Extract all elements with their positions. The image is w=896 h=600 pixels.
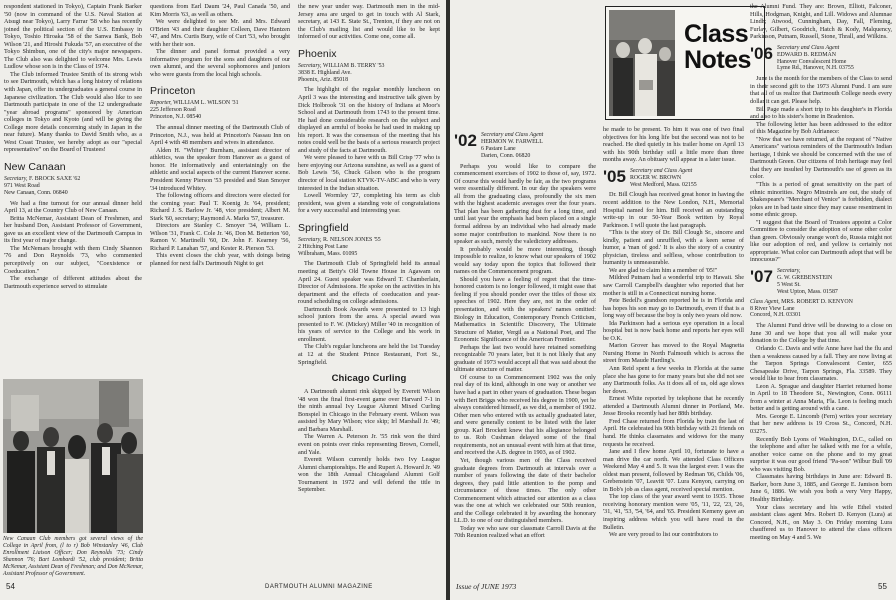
- princeton-paragraph-1: The annual dinner meeting of the Dartmouth Club of Princeton, N.J., was held at Princeton's Nassau Inn on April 4 with 48 members and wives in attendance.: [150, 124, 290, 147]
- phoenix-paragraph-2: We were pleased to have with us Bill Crisp '77 who is here enjoying our Arizona sunshine, as well as a guest of Bob Lewis '56, Chuck Gilson who is the program director of local station KTVK-TV-ABC and who is very interested in the Indian situation.: [298, 154, 440, 192]
- class-07-agent-name: G. W. GREBENSTEIN: [776, 274, 833, 281]
- class-06-paragraph-2: Bill Page made a short trip to his daughter's in Florida and also to his sister's home in Bradenton.: [750, 105, 892, 121]
- springfield-paragraph-3: The Club's regular luncheons are held the 1st Tuesday at 12 at the Student Prince Restaurant, Fort St., Springfield.: [298, 343, 440, 366]
- springfield-title: Springfield: [298, 221, 349, 234]
- princeton-title: Princeton: [150, 85, 196, 98]
- class-07-paragraph-6: Classmates having birthdays in June are: Edward B. Barker, born June 3, 1885, and George E. Jamison born June 6, 1886. We wish you both a very Very Happy, Healthy Birthday.: [750, 473, 892, 503]
- phoenix-paragraph-1: The highlight of the regular monthly luncheon on April 3 was the interesting and instructive talk given by Dick Holbrook '31 on the history of Indians at Moor's School and at Dartmouth from 1743 to the present time. He had done considerable research on the subject and displayed an armful of books he had used in making up his report. It was the consensus of the meeting that his notes could well be the basis of a serious research project and study of the facts at Dartmouth.: [298, 86, 440, 154]
- class-07-address2-1: 8 River View Lane: [750, 305, 795, 312]
- class-notes-title: [684, 21, 751, 73]
- princeton-cont: the new year under way. Dartmouth men in the mid-Jersey area are urged to get in touch with Al Stark, secretary, at 143 E. State St., Trenton, if they are not on the Club's mailing list and would like to be kept informed of our activities. Come one, come all.: [298, 3, 440, 41]
- princeton-paragraph-4: Directors are Stanley C. Smoyer '34, William L. Wilson '31, Frank C. Cole Jr. '46, Don M. Betterton '60, Ramon V. Martinelli '60, Dr. John F. Kearney '56, Richard P. Lanahan '57, and Kester R. Pierson '53.: [150, 222, 290, 252]
- new-canaan-title: New Canaan: [4, 160, 66, 173]
- right-column-3: [750, 3, 892, 575]
- new-canaan-secretary: [4, 176, 142, 197]
- class-05-address-1: West Medford, Mass. 02155: [629, 181, 697, 188]
- class-07-agent-role: Secretary,: [776, 268, 801, 275]
- class-02-paragraph-2: It probably would be more interesting, though impossible to realize, to know what our speakers of 1902 would say today upon the topics that followed their names on the Commencement program.: [454, 245, 596, 276]
- princeton-role: Reporter,: [150, 100, 172, 107]
- class-02-agent-role: Secretary and Class Agent: [480, 132, 544, 138]
- class-05-paragraph-3: We are glad to claim him a member of '05!": [609, 266, 718, 274]
- left-column-3: [298, 3, 440, 578]
- class-05-paragraph-6: Ida Parkinson had a serious eye operation in a local hospital but is now back home and reports her eyes will be O.K.: [603, 319, 744, 342]
- class-02-paragraph-1: Perhaps you would like to compare the commencement exercises of 1902 to those of, say, 1972. Of course this would hardly be fair, as the two programs were essentially different. In our day the speakers were all from the graduating class, profoundly the six men with the highest academic averages over the four years. That plan has been gathering dust for a long time, and until last year the emphasis had been placed on a single formal address by an individual who had already made some major contribution to mankind. Now there is no speaker as such, merely the valedictory addresses.: [454, 162, 596, 246]
- class-07-paragraph-4: Mrs. George E. Lincomb (Fern) writes your secretary that her new address is 19 Cross St., Concord, N.H. 03275.: [750, 412, 892, 436]
- chicago-paragraph-1: A Dartmouth alumni rink skipped by Everett Wilson '48 won the final first-event game over Harvard 7-1 in the ninth annual Ivy League Alumni Mixed Curling Bonspiel in Chicago in the February event. Wilson was assisted by Mary Wilson; vice skip; Irl Marshall Jr. '49; and Barbara Marshall.: [298, 388, 440, 433]
- princeton-paragraph-2: Alden H. "Whitey" Burnham, assistant director of athletics, was the speaker from Hanover as a guest of honor. He informatively and entertainingly on the athletic and social aspects of the current Hanover scene. President Kenny Pierson '53 presided and Stan Smoyer '34 introduced Whitey.: [150, 146, 290, 192]
- class-07-agent2: [750, 299, 892, 320]
- right-page-number: 55: [878, 582, 887, 591]
- springfield-secretary: [298, 237, 440, 258]
- springfield-address-1: 2 Hitching Post Lane: [298, 243, 348, 250]
- class-06-paragraph-6: "I suggest that the Board of Trustees appoint a Color Committee to consider the adoption of some other color than green. Obviously orange won't do, Russia might not like our adoption of red, and yellow is certainly not appropriate. What color can Dartmouth adopt that will be innocuous?": [750, 218, 892, 264]
- class-05-paragraph-9: Ernest White reported by telephone that he recently attended a Dartmouth Alumni dinner in Portland, Me. Jesse Brooks recently had her 88th birthday.: [603, 395, 744, 418]
- class-07-address-1: 5 West St.: [776, 281, 801, 288]
- class-05-paragraph-2: "This is the story of Dr. Bill Clough Sr., sincere and kindly, patient and unruffled, with a keen sense of humor, a 'man of god.' It is also the story of a country physician, tireless and selfless, whose contribution to humanity is unmeasurable.: [603, 229, 744, 267]
- class-07-paragraph-7: Your class secretary and his wife Ethel visited assistant class agent Mrs. Robert D. Kenyon (Lura) at Concord, N.H., on May 3. On Friday morning Lura chauffered us to Hanover to attend the class officers meeting on May 4 and 5. We: [750, 503, 892, 541]
- class-06-year: '06: [750, 44, 773, 63]
- new-canaan-role: Secretary,: [4, 175, 28, 182]
- phoenix-title: Phoenix: [298, 47, 337, 60]
- class-05-paragraph-13: We are very proud to list our contributors to: [609, 531, 718, 539]
- class-02-year: '02: [454, 132, 477, 150]
- photo-caption: New Canaan Club members got several views of the College in April from, (l to r) Bob Winstanley '46, Club Enrollment Liaison Officer; Don Reynolds '73; Cindy Shannon '76; Bart Lombardi '52, club president; Britta McNemar, Assistant Dean of Freshman; and Don McNemar, Assistant Professor of Government.: [3, 536, 143, 577]
- class-06-agent-role: Secretary and Class Agent: [776, 44, 840, 51]
- class-06-address-1: Hanover Convalescent Home: [776, 58, 847, 65]
- new-canaan-cont-2: We were delighted to see Mr. and Mrs. Edward O'Brien '43 and their daughter Colleen, Dave Hantzen '47, and Mrs. Curtis Bury, wife of Curt '53, who brought with her their son.: [150, 18, 290, 48]
- class-05-paragraph-10: Fred Chase returned from Florida by train the last of April. He celebrated his 90th birthday with 21 friends on hand. He thinks classmates and widows for the many requests he received.: [603, 417, 744, 448]
- class-02-paragraph-5: Of course to us Commencement 1902 was the only real day of its kind, although in one way or another we have had a part in other years of graduation. These began with Bert Briggs who received his degree in 1900, yet he always considered himself, as we did, a member of 1902. Other men who entered with us actually graduated later, and were generally content to be listed with the later group. Karl Brockett knew that his allegiance belonged to us. Rob Cushman delayed some of the final requirements, not an unusual event with him at that time, and received the A.B. degree in 1903, as of 1902.: [454, 373, 596, 457]
- class-notes-photo: [609, 10, 675, 116]
- class-notes-header: [605, 6, 765, 120]
- tokyo-paragraph-2: The Club informed Trustee Smith of its strong wish to see Dartmouth, which has a long history of relations with Japan, offer its undergraduates a general course in Japanese civilization. The Club would also like to see Dartmouth participate in one of the 12 undergraduate "year abroad programs" sponsored by American colleges in Tokyo and Kyoto (and will be giving the College more details concerning study in Japan in the near future). Many thanks to David Smith who, as a West Coast Trustee, we hereby adopt as our "special representative" on the Board of Trustees!: [4, 70, 142, 154]
- class-06-address-2: Lyme Rd., Hanover, N.H. 03755: [776, 65, 854, 72]
- class-07-agent2-role: Class Agent,: [750, 298, 780, 305]
- class-07-paragraph-5: Recently Bob Lyons of Washington, D.C., called on the telephone and after he talked with me for a while, another voice came on the phone and to my great surprise it was our good friend "Pa-son" Wilbur Bull '09 who was visiting Bob.: [750, 435, 892, 473]
- new-canaan-cont-3: The dinner and panel format provided a very informative program for the sons and daughters of our own alumni, and the several sophomores and juniors who were guests from the local high schools.: [150, 48, 290, 78]
- left-page-number: 54: [6, 582, 15, 591]
- princeton-reporter-name: WILLIAM L. WILSON '31: [173, 100, 239, 107]
- class-02-continued: he made to be present. To him it was one of two final objectives for his long life but the second was not to be reached. He died quietly in his trailer home on April 13 with his 90th birthday still a little more than three months away. An obituary will appear in a later issue.: [603, 126, 744, 164]
- class-05-paragraph-4: Mildred Putnam had a wonderful trip to Hawaii. She saw Carroll Campbell's daughter who reported that her mother is still in a Connecticut nursing home.: [603, 274, 744, 297]
- class-06-header: [750, 45, 892, 73]
- class-05-paragraph-8: Ann Reid spent a few weeks in Florida at the same place she has gone to for many years but she did not see any Dartmouth folks. As it does all of us, old age slows her down.: [603, 365, 744, 395]
- princeton-paragraph-3: The following officers and directors were elected for the coming year: Paul T. Koenig Jr. '64, president; Richard J. S. Barlow Jr. '48, vice president; Albert M. Stark '60, secretary; Raymond A. Marks '57, treasurer.: [150, 192, 290, 222]
- class-notes-title-line1: Class: [684, 20, 749, 48]
- princeton-address-1: 225 Jefferson Road: [150, 107, 196, 114]
- tokyo-paragraph-1: respondent stationed in Tokyo), Captain Frank Barker '50 (now in command of the U.S. Naval Station at Atsugi near Tokyo), Larry Farrar '58 who has recently joined the political section of the U.S. Embassy in Tokyo, Toshio Hiroaka '58 of the Sanwa Bank, Bob Wilson '21, and Hiroshi Fukuda '57, an executive of the Tokyo Shimbun, one of the city's major newspapers. The Club also was delighted to welcome Mrs. Lewis Ludlow whose son is in the Class of 1974.: [4, 3, 142, 71]
- new-canaan-paragraph-3: The McNemars brought with them Cindy Shannon '76 and Don Reynolds '73, who commented perceptively on our subject, "Coexistence or Coeducation.": [4, 244, 142, 275]
- class-06-agent-name: EDWARD B. REDMAN: [776, 51, 837, 58]
- springfield-paragraph-1: The Dartmouth Club of Springfield held its annual meeting at Betty's Old Towne House in Agawam on April 24. Guest speaker was Edward T. Chamberlain, Director of Admissions. He spoke on the activities in his department and the effects of coeducation and year-round scheduling on college admissions.: [298, 260, 440, 306]
- reunion-photo-illustration: [609, 10, 675, 116]
- class-07-paragraph-1: The Alumni Fund drive will be drawing to a close on June 30 and we hope that you all will make your donation to the College by that time.: [750, 322, 892, 345]
- class-07-address-2: West Upton, Mass. 01587: [776, 288, 838, 295]
- class-05-header: [603, 168, 744, 189]
- class-02-paragraph-7: Today we who saw our classmate Carroll Davis at the 70th Reunion realized what an effort: [454, 524, 596, 540]
- new-canaan-secretary-name: F. BROCK SAXE '62: [28, 175, 81, 182]
- springfield-paragraph-2: Dartmouth Book Awards were presented to 13 high school juniors from the area. A special award was presented to F. W. (Mickey) Miller '40 in recognition of his years of service to the College and his work in enrollment.: [298, 305, 440, 343]
- left-page: [0, 0, 446, 600]
- class-05-agent-role: Secretary and Class Agent: [629, 167, 693, 174]
- magazine-name: DARTMOUTH ALUMNI MAGAZINE: [265, 584, 373, 590]
- phoenix-address-2: Phoenix, Ariz. 85018: [298, 76, 349, 83]
- issue-line: Issue of JUNE 1973: [456, 582, 517, 591]
- chicago-paragraph-2: The Warren A. Peterson Jr. '55 rink won the third event on points over rinks representing Brown, Cornell, and Yale.: [298, 433, 440, 456]
- new-canaan-address-2: New Canaan, Conn. 06840: [4, 189, 68, 196]
- chicago-paragraph-3: Everett Wilson currently holds two Ivy League Alumni championships. He and Rupert A. Howard Jr. '49 won the 18th Annual Chicagoland Alumni Golf Tournament in 1972 and will defend the title in September.: [298, 456, 440, 494]
- class-06-paragraph-3: The following letter has been addressed to the editor of this Magazine by Bob Adrianece:: [750, 120, 892, 136]
- springfield-address-2: Wilbraham, Mass. 01095: [298, 250, 358, 257]
- right-page: [450, 0, 896, 600]
- princeton-paragraph-5: This event closes the club year, with doings being planned for next fall's Dartmouth Night to get: [150, 252, 290, 268]
- class-07-agent2-name: MRS. ROBERT D. KENYON: [781, 298, 853, 305]
- class-02-address-1: 6 Pastare Lane: [480, 145, 516, 152]
- class-02-paragraph-6: Yet, though various men of the Class received graduate degrees from Dartmouth at intervals over a number of years following the date of their bachelor degrees, they paid little attention to the pomp and circumstance of those times. The only other Commencement which attracted our attention as a class was the one at which we celebrated our 50th reunion, and the College celebrated it by awarding the honorary LL.D. to one of our distinguished members.: [454, 456, 596, 525]
- class-06-paragraph-1: June is the month for the members of the Class to send in their second gift to the 1973 Alumni Fund. I am sure that all of us realize that Dartmouth College needs every dollar it can get. Please help.: [750, 75, 892, 105]
- new-canaan-paragraph-2: Britta McNemar, Assistant Dean of Freshmen, and her husband Don, Assistant Professor of Government, gave us an excellent view of the Dartmouth Campus in its first year of major change.: [4, 214, 142, 245]
- new-canaan-address-1: 971 West Road: [4, 182, 40, 189]
- class-notes-title-line2: Notes: [684, 46, 751, 74]
- class-07-paragraph-3: Leon A. Sprague and daughter Harriet returned home in April to 18 Theodore St., Newington, Conn. 06111 from a winter at Anna Maria, Fla. Leon is feeling much better and is getting around with a cane.: [750, 382, 892, 413]
- class-05-paragraph-1: Dr. Bill Clough has received great honor in having the recent addition to the New London, N.H., Memorial Hospital named for him. Bill received an outstanding write-up in our 50-Year Book written by Royal Parkinson. I will quote the last paragraph.: [603, 191, 744, 229]
- princeton-address-2: Princeton, N.J. 08540: [150, 114, 202, 121]
- phoenix-secretary-name: WILLIAM B. TERRY '53: [322, 62, 385, 69]
- class-02-agent-name: HERMON W. FARWELL: [480, 138, 543, 145]
- left-column-1: [4, 3, 142, 375]
- class-05-paragraph-7: Marion Grover has moved to the Royal Magnetta Nursing Home in North Falmouth which is across the street from Maude Harding's.: [603, 342, 744, 365]
- class-05-paragraph-12: The top class of the year award went to 1935. Those receiving honorary mention were '05, '11, '22, '23, '26, '31, '41, '53, '54, '64, and '65. President Kemeny gave an inspiring address which you will have read in the Bulletin.: [603, 493, 744, 531]
- class-02-paragraph-3: Should you have a feeling of regret that the time-honored custom is no longer followed, it might ease that feeling if you should ponder over the titles of those six speeches of 1902. Here they are, not in the order of presentation, and with the speakers' names omitted: Biology in Education, Contemporary French Criticism, Mathematics in Scientific Discovery, The Ultimate Structure of Matter, Vergil as a National Poet, and The Economic Significance of the American Frontier.: [454, 275, 596, 344]
- new-canaan-club-photo: [3, 379, 143, 533]
- class-05-continued: the Alumni Fund. They are: Brown, Elliott, Falconer, Hills, Hodgman, Knight, and Lill. Widows and Alumnae Lindh; Atwood, Cunningham, Day, Fall, Fleming, Furlay, Gilbert, Goodrich, Hatch & Kody, Malquency, Parkinson, Putnam, Russell, Stone, Thrall, and Wilkins.: [750, 3, 892, 41]
- class-06-paragraph-5: "This is a period of great sensitivity on the part of ethnic minorities. Negro Minstrels are out, the study of Shakespeare's "Merchant of Venice" is forbidden, dialect jokes are in bad taste since they may cause resentment in some ethnic group.: [750, 181, 892, 219]
- chicago-curling-title: Chicago Curling: [331, 373, 407, 385]
- right-column-2: [603, 126, 744, 575]
- new-canaan-cont-1: questions from Earl Daum '24, Paul Canada '50, and Kim Morris '63, as well as others.: [150, 3, 290, 18]
- class-07-address2-2: Concord, N.H. 03301: [750, 312, 801, 319]
- group-photo-illustration: [3, 379, 143, 533]
- class-07-paragraph-2: Orlando C. Davis and wife Anne have had the flu and then a weakness caused by a fall. They are now living at the Tarpon Springs Convalescent Center, 655 Chesapeake Drive, Tarpon Springs, Fla. 33589. They would like to hear from classmates.: [750, 345, 892, 383]
- springfield-role: Secretary,: [298, 236, 322, 243]
- class-05-paragraph-11: Jane and I flew home April 10, fortunate to have a man drive the car north. We attended Class Officers Weekend May 4 and 5. It was the largest ever. I was the oldest man present, followed by Redman '06, Childs '06, Grebenstein '07, Leavitt '07. Lura Kenyon, carrying on in Bob's job as class agent, received special mention.: [603, 448, 744, 493]
- princeton-reporter: [150, 100, 290, 121]
- class-02-address-2: Darien, Conn. 06820: [480, 152, 531, 159]
- class-07-header: [750, 268, 892, 296]
- class-05-paragraph-5: Pete Bedell's grandson reported he is in Florida and has hopes his son may go to Dartmouth, even if that is a long way off because the boy is only two years old now.: [603, 297, 744, 320]
- class-02-header: [454, 132, 596, 160]
- phoenix-paragraph-3: Lowell Wormley '27, completing his term as club president, was given a standing vote of congratulations for a very successful and interesting year.: [298, 192, 440, 215]
- new-canaan-paragraph-1: We had a fine turnout for our annual dinner held April 13, at the Country Club of New Canaan.: [4, 199, 142, 215]
- right-column-1: [454, 128, 596, 575]
- left-column-2: [150, 3, 290, 578]
- new-canaan-paragraph-4: The exchange of different attitudes about the Dartmouth experience served to stimulate: [4, 275, 142, 290]
- class-02-paragraph-4: Perhaps the last two would have retained something recognizable 70 years later, but it is not likely that any graduate of 1973 would accept all that was said about the ultimate structure of matter.: [454, 343, 596, 374]
- class-05-agent-name: ROGER W. BROWN: [629, 174, 682, 181]
- phoenix-role: Secretary,: [298, 62, 322, 69]
- phoenix-secretary: [298, 63, 440, 84]
- class-06-paragraph-4: "Now that we have returned, at the request of "Native Americans" various reminders of the Dartmouth's Indian heritage, I think we should be concerned with the use of Dartmouth Green. Our citizens of Irish heritage may feel that they are insulted by Dartmouth's use of green as its color.: [750, 135, 892, 181]
- springfield-secretary-name: R. NELSON JONES '55: [322, 236, 381, 243]
- phoenix-address-1: 3838 E. Highland Ave.: [298, 69, 352, 76]
- class-07-year: '07: [750, 268, 773, 287]
- class-05-year: '05: [603, 167, 626, 186]
